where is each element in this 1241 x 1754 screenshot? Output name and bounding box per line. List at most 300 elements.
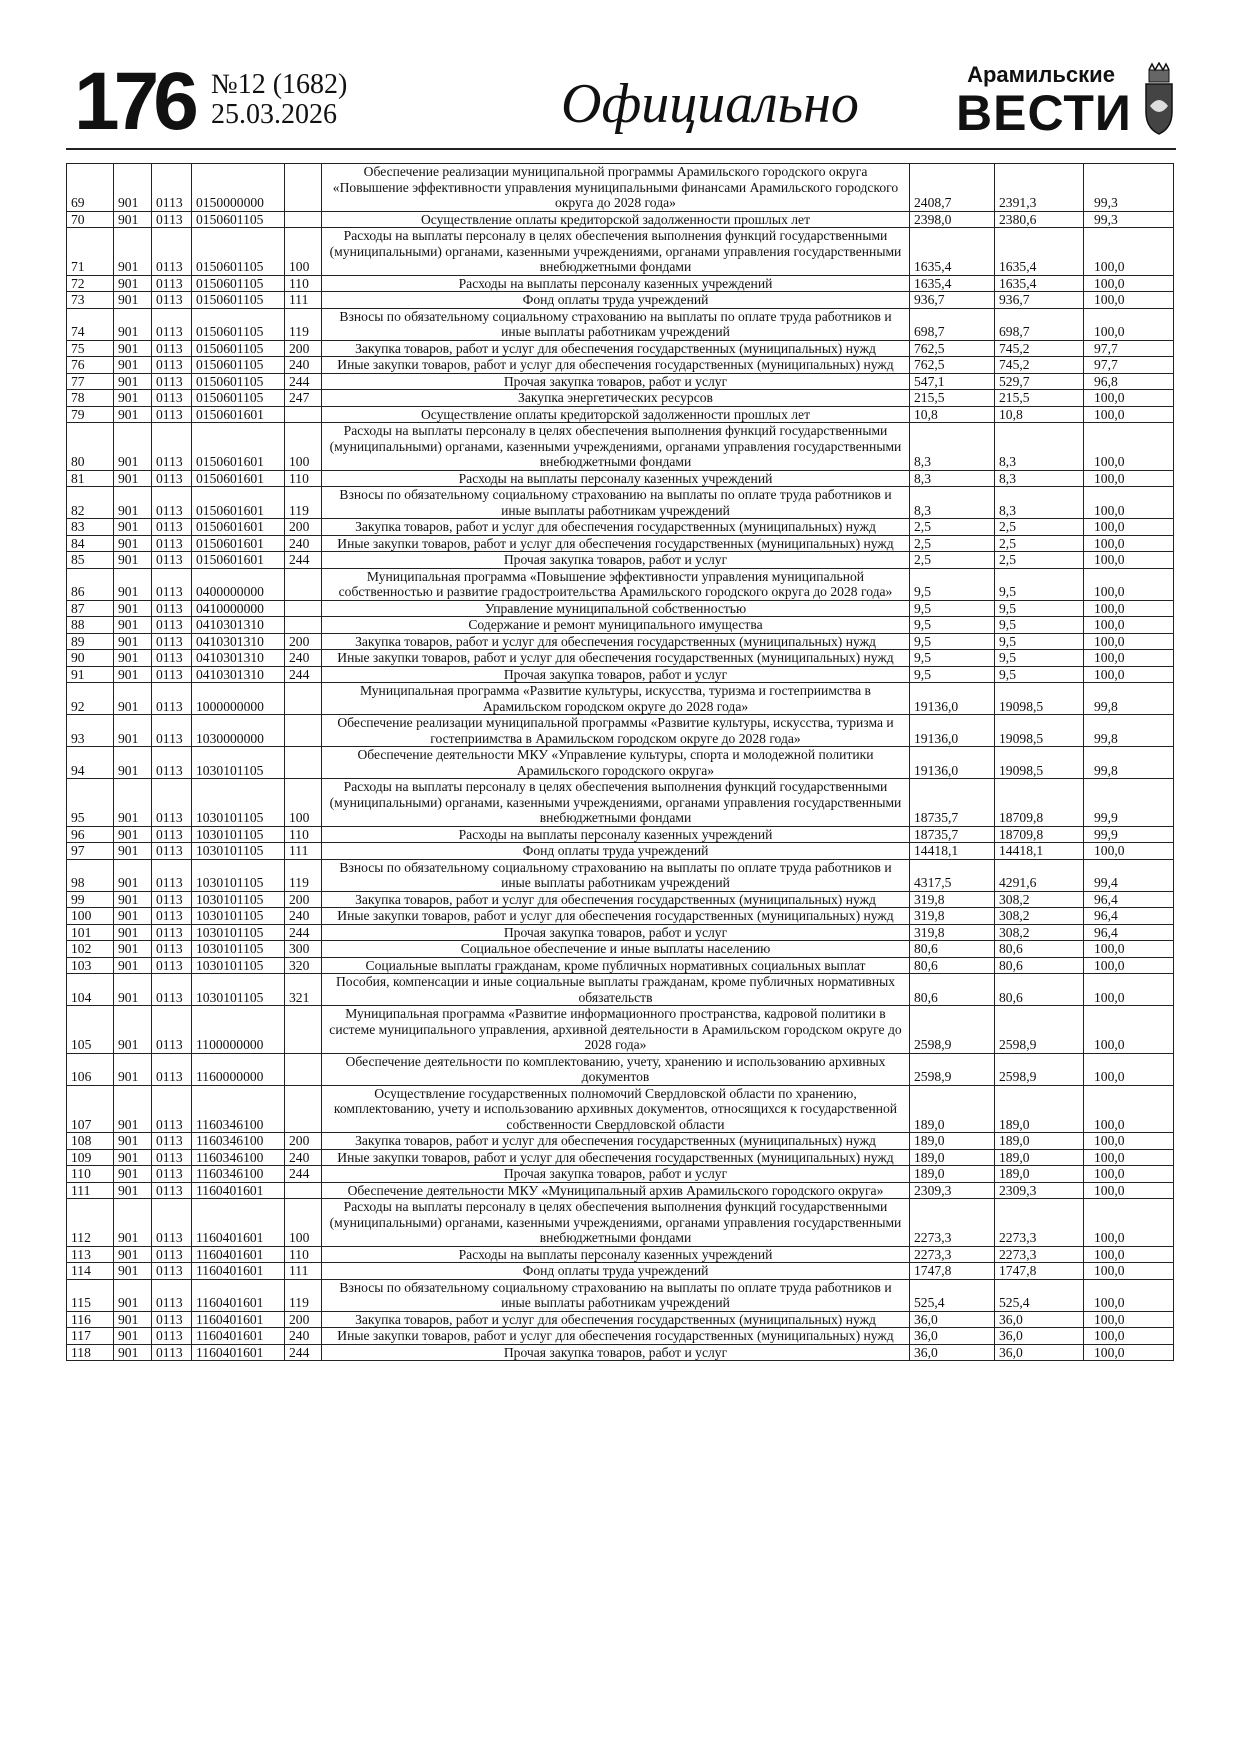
row-number-cell: 111 — [67, 1182, 114, 1199]
table-row — [67, 924, 1174, 941]
ministry-code-cell: 901 — [114, 275, 152, 292]
ministry-code-cell: 901 — [114, 891, 152, 908]
page-number: 176 — [74, 56, 193, 147]
target-article-cell: 1100000000 — [192, 1006, 285, 1054]
percent-cell: 100,0 — [1084, 228, 1174, 276]
actual-amount-cell: 2,5 — [995, 535, 1084, 552]
target-article-cell: 1030101105 — [192, 941, 285, 958]
actual-amount-cell: 189,0 — [995, 1166, 1084, 1183]
row-number-cell: 73 — [67, 292, 114, 309]
table-row — [67, 908, 1174, 925]
ministry-code-cell: 901 — [114, 1246, 152, 1263]
target-article-cell: 1160401601 — [192, 1263, 285, 1280]
description-cell: Иные закупки товаров, работ и услуг для обеспечения государственных (муниципальных) нужд — [322, 1149, 910, 1166]
description-cell: Муниципальная программа «Развитие информационного пространства, кадровой политики в системе муниципального управления, архивной деятельности в Арамильском городском округе до 2028 года» — [322, 1006, 910, 1054]
actual-amount-cell: 2273,3 — [995, 1199, 1084, 1247]
description-cell: Прочая закупка товаров, работ и услуг — [322, 373, 910, 390]
actual-amount-cell: 308,2 — [995, 908, 1084, 925]
percent-cell: 96,4 — [1084, 908, 1174, 925]
target-article-cell: 0150601105 — [192, 228, 285, 276]
row-number-cell: 89 — [67, 633, 114, 650]
table-row — [67, 1263, 1174, 1280]
description-cell: Иные закупки товаров, работ и услуг для обеспечения государственных (муниципальных) нужд — [322, 650, 910, 667]
expense-type-cell: 247 — [285, 390, 322, 407]
percent-cell: 99,3 — [1084, 164, 1174, 212]
description-cell: Осуществление государственных полномочий Свердловской области по хранению, комплектованию, учету и использованию архивных документов, относящихся к государственной собственности Свердловской области — [322, 1085, 910, 1133]
table-row — [67, 340, 1174, 357]
plan-amount-cell: 2,5 — [910, 519, 995, 536]
percent-cell: 99,9 — [1084, 826, 1174, 843]
ministry-code-cell: 901 — [114, 1182, 152, 1199]
section-code-cell: 0113 — [152, 519, 192, 536]
section-code-cell: 0113 — [152, 715, 192, 747]
section-code-cell: 0113 — [152, 941, 192, 958]
row-number-cell: 112 — [67, 1199, 114, 1247]
target-article-cell: 0150601601 — [192, 423, 285, 471]
ministry-code-cell: 901 — [114, 957, 152, 974]
ministry-code-cell: 901 — [114, 487, 152, 519]
target-article-cell: 0410000000 — [192, 600, 285, 617]
target-article-cell: 0400000000 — [192, 568, 285, 600]
table-row — [67, 957, 1174, 974]
plan-amount-cell: 189,0 — [910, 1166, 995, 1183]
plan-amount-cell: 18735,7 — [910, 779, 995, 827]
section-code-cell: 0113 — [152, 1133, 192, 1150]
row-number-cell: 69 — [67, 164, 114, 212]
ministry-code-cell: 901 — [114, 650, 152, 667]
section-code-cell: 0113 — [152, 357, 192, 374]
actual-amount-cell: 19098,5 — [995, 747, 1084, 779]
section-code-cell: 0113 — [152, 779, 192, 827]
table-row — [67, 683, 1174, 715]
row-number-cell: 71 — [67, 228, 114, 276]
percent-cell: 99,3 — [1084, 211, 1174, 228]
expense-type-cell — [285, 617, 322, 634]
table-row — [67, 1344, 1174, 1361]
section-code-cell: 0113 — [152, 1263, 192, 1280]
plan-amount-cell: 80,6 — [910, 957, 995, 974]
ministry-code-cell: 901 — [114, 519, 152, 536]
percent-cell: 100,0 — [1084, 633, 1174, 650]
row-number-cell: 99 — [67, 891, 114, 908]
row-number-cell: 105 — [67, 1006, 114, 1054]
table-row — [67, 552, 1174, 569]
expense-type-cell: 111 — [285, 1263, 322, 1280]
plan-amount-cell: 2598,9 — [910, 1006, 995, 1054]
target-article-cell: 1160401601 — [192, 1279, 285, 1311]
percent-cell: 100,0 — [1084, 275, 1174, 292]
plan-amount-cell: 9,5 — [910, 650, 995, 667]
actual-amount-cell: 2598,9 — [995, 1053, 1084, 1085]
row-number-cell: 102 — [67, 941, 114, 958]
target-article-cell: 0150601105 — [192, 390, 285, 407]
target-article-cell: 1030101105 — [192, 924, 285, 941]
plan-amount-cell: 2598,9 — [910, 1053, 995, 1085]
ministry-code-cell: 901 — [114, 779, 152, 827]
plan-amount-cell: 19136,0 — [910, 747, 995, 779]
expense-type-cell: 200 — [285, 340, 322, 357]
expense-type-cell: 200 — [285, 633, 322, 650]
description-cell: Иные закупки товаров, работ и услуг для обеспечения государственных (муниципальных) нужд — [322, 1328, 910, 1345]
actual-amount-cell: 308,2 — [995, 924, 1084, 941]
plan-amount-cell: 2309,3 — [910, 1182, 995, 1199]
target-article-cell: 0410301310 — [192, 617, 285, 634]
description-cell: Обеспечение реализации муниципальной программы «Развитие культуры, искусства, туризма и гостеприимства в Арамильском городском округе до 2028 года» — [322, 715, 910, 747]
row-number-cell: 118 — [67, 1344, 114, 1361]
percent-cell: 100,0 — [1084, 1279, 1174, 1311]
ministry-code-cell: 901 — [114, 373, 152, 390]
section-code-cell: 0113 — [152, 908, 192, 925]
table-row — [67, 292, 1174, 309]
plan-amount-cell: 14418,1 — [910, 843, 995, 860]
row-number-cell: 110 — [67, 1166, 114, 1183]
row-number-cell: 74 — [67, 308, 114, 340]
actual-amount-cell: 9,5 — [995, 617, 1084, 634]
row-number-cell: 109 — [67, 1149, 114, 1166]
percent-cell: 100,0 — [1084, 535, 1174, 552]
expense-type-cell — [285, 683, 322, 715]
expense-type-cell: 320 — [285, 957, 322, 974]
percent-cell: 100,0 — [1084, 308, 1174, 340]
ministry-code-cell: 901 — [114, 1311, 152, 1328]
expense-type-cell — [285, 1053, 322, 1085]
row-number-cell: 84 — [67, 535, 114, 552]
table-row — [67, 974, 1174, 1006]
percent-cell: 99,8 — [1084, 715, 1174, 747]
actual-amount-cell: 308,2 — [995, 891, 1084, 908]
actual-amount-cell: 1635,4 — [995, 275, 1084, 292]
plan-amount-cell: 19136,0 — [910, 683, 995, 715]
section-code-cell: 0113 — [152, 1311, 192, 1328]
section-code-cell: 0113 — [152, 535, 192, 552]
ministry-code-cell: 901 — [114, 535, 152, 552]
section-code-cell: 0113 — [152, 891, 192, 908]
table-row — [67, 859, 1174, 891]
ministry-code-cell: 901 — [114, 633, 152, 650]
ministry-code-cell: 901 — [114, 164, 152, 212]
section-code-cell: 0113 — [152, 373, 192, 390]
plan-amount-cell: 8,3 — [910, 470, 995, 487]
row-number-cell: 96 — [67, 826, 114, 843]
section-code-cell: 0113 — [152, 1166, 192, 1183]
table-row — [67, 600, 1174, 617]
section-code-cell: 0113 — [152, 843, 192, 860]
plan-amount-cell: 9,5 — [910, 600, 995, 617]
plan-amount-cell: 1635,4 — [910, 228, 995, 276]
plan-amount-cell: 10,8 — [910, 406, 995, 423]
section-code-cell: 0113 — [152, 826, 192, 843]
section-code-cell: 0113 — [152, 228, 192, 276]
actual-amount-cell: 36,0 — [995, 1344, 1084, 1361]
ministry-code-cell: 901 — [114, 1166, 152, 1183]
table-row — [67, 1006, 1174, 1054]
section-code-cell: 0113 — [152, 1182, 192, 1199]
plan-amount-cell: 8,3 — [910, 487, 995, 519]
table-row — [67, 357, 1174, 374]
target-article-cell: 0150601105 — [192, 275, 285, 292]
expense-type-cell — [285, 568, 322, 600]
target-article-cell: 1030000000 — [192, 715, 285, 747]
plan-amount-cell: 215,5 — [910, 390, 995, 407]
percent-cell: 100,0 — [1084, 666, 1174, 683]
table-row — [67, 1166, 1174, 1183]
target-article-cell: 1030101105 — [192, 747, 285, 779]
description-cell: Иные закупки товаров, работ и услуг для обеспечения государственных (муниципальных) нужд — [322, 535, 910, 552]
expense-type-cell: 200 — [285, 1311, 322, 1328]
table-row — [67, 826, 1174, 843]
actual-amount-cell: 4291,6 — [995, 859, 1084, 891]
percent-cell: 96,4 — [1084, 924, 1174, 941]
row-number-cell: 106 — [67, 1053, 114, 1085]
ministry-code-cell: 901 — [114, 1199, 152, 1247]
percent-cell: 97,7 — [1084, 357, 1174, 374]
percent-cell: 100,0 — [1084, 957, 1174, 974]
plan-amount-cell: 319,8 — [910, 924, 995, 941]
row-number-cell: 116 — [67, 1311, 114, 1328]
row-number-cell: 93 — [67, 715, 114, 747]
actual-amount-cell: 8,3 — [995, 470, 1084, 487]
description-cell: Закупка энергетических ресурсов — [322, 390, 910, 407]
expense-type-cell: 244 — [285, 924, 322, 941]
table-row — [67, 470, 1174, 487]
actual-amount-cell: 19098,5 — [995, 683, 1084, 715]
actual-amount-cell: 2,5 — [995, 552, 1084, 569]
expense-type-cell: 321 — [285, 974, 322, 1006]
actual-amount-cell: 18709,8 — [995, 779, 1084, 827]
plan-amount-cell: 547,1 — [910, 373, 995, 390]
table-row — [67, 1311, 1174, 1328]
plan-amount-cell: 2408,7 — [910, 164, 995, 212]
row-number-cell: 70 — [67, 211, 114, 228]
ministry-code-cell: 901 — [114, 843, 152, 860]
row-number-cell: 85 — [67, 552, 114, 569]
percent-cell: 100,0 — [1084, 1328, 1174, 1345]
expense-type-cell — [285, 715, 322, 747]
plan-amount-cell: 36,0 — [910, 1344, 995, 1361]
plan-amount-cell: 9,5 — [910, 617, 995, 634]
section-code-cell: 0113 — [152, 164, 192, 212]
newspaper-logo — [956, 62, 1132, 141]
plan-amount-cell: 525,4 — [910, 1279, 995, 1311]
expense-type-cell: 244 — [285, 373, 322, 390]
target-article-cell: 1160401601 — [192, 1311, 285, 1328]
section-code-cell: 0113 — [152, 1344, 192, 1361]
expense-type-cell: 111 — [285, 292, 322, 309]
target-article-cell: 1160401601 — [192, 1199, 285, 1247]
row-number-cell: 114 — [67, 1263, 114, 1280]
percent-cell: 100,0 — [1084, 843, 1174, 860]
actual-amount-cell: 14418,1 — [995, 843, 1084, 860]
expense-type-cell — [285, 1182, 322, 1199]
table-row — [67, 228, 1174, 276]
section-code-cell: 0113 — [152, 650, 192, 667]
table-row — [67, 390, 1174, 407]
page-header — [66, 56, 1176, 150]
actual-amount-cell: 9,5 — [995, 568, 1084, 600]
plan-amount-cell: 2398,0 — [910, 211, 995, 228]
ministry-code-cell: 901 — [114, 1344, 152, 1361]
section-code-cell: 0113 — [152, 552, 192, 569]
expense-type-cell — [285, 600, 322, 617]
percent-cell: 100,0 — [1084, 1263, 1174, 1280]
expense-type-cell: 100 — [285, 228, 322, 276]
percent-cell: 100,0 — [1084, 1149, 1174, 1166]
plan-amount-cell: 4317,5 — [910, 859, 995, 891]
target-article-cell: 1000000000 — [192, 683, 285, 715]
description-cell: Прочая закупка товаров, работ и услуг — [322, 552, 910, 569]
percent-cell: 99,8 — [1084, 747, 1174, 779]
section-code-cell: 0113 — [152, 340, 192, 357]
description-cell: Прочая закупка товаров, работ и услуг — [322, 666, 910, 683]
table-row — [67, 1149, 1174, 1166]
ministry-code-cell: 901 — [114, 1085, 152, 1133]
target-article-cell: 1160000000 — [192, 1053, 285, 1085]
ministry-code-cell: 901 — [114, 908, 152, 925]
section-code-cell: 0113 — [152, 633, 192, 650]
target-article-cell: 1030101105 — [192, 957, 285, 974]
logo-line2: ВЕСТИ — [956, 85, 1132, 141]
actual-amount-cell: 2380,6 — [995, 211, 1084, 228]
ministry-code-cell: 901 — [114, 1006, 152, 1054]
row-number-cell: 76 — [67, 357, 114, 374]
row-number-cell: 107 — [67, 1085, 114, 1133]
section-code-cell: 0113 — [152, 924, 192, 941]
section-code-cell: 0113 — [152, 974, 192, 1006]
plan-amount-cell: 9,5 — [910, 568, 995, 600]
row-number-cell: 97 — [67, 843, 114, 860]
description-cell: Управление муниципальной собственностью — [322, 600, 910, 617]
row-number-cell: 113 — [67, 1246, 114, 1263]
description-cell: Прочая закупка товаров, работ и услуг — [322, 924, 910, 941]
section-code-cell: 0113 — [152, 683, 192, 715]
expense-type-cell: 119 — [285, 859, 322, 891]
issue-info — [211, 70, 347, 130]
section-code-cell: 0113 — [152, 470, 192, 487]
target-article-cell: 0150601105 — [192, 211, 285, 228]
ministry-code-cell: 901 — [114, 308, 152, 340]
description-cell: Закупка товаров, работ и услуг для обеспечения государственных (муниципальных) нужд — [322, 519, 910, 536]
table-row — [67, 666, 1174, 683]
ministry-code-cell: 901 — [114, 390, 152, 407]
table-row — [67, 1053, 1174, 1085]
expense-type-cell: 119 — [285, 487, 322, 519]
actual-amount-cell: 80,6 — [995, 974, 1084, 1006]
description-cell: Закупка товаров, работ и услуг для обеспечения государственных (муниципальных) нужд — [322, 340, 910, 357]
percent-cell: 100,0 — [1084, 1166, 1174, 1183]
row-number-cell: 86 — [67, 568, 114, 600]
section-code-cell: 0113 — [152, 1199, 192, 1247]
percent-cell: 100,0 — [1084, 423, 1174, 471]
actual-amount-cell: 8,3 — [995, 423, 1084, 471]
percent-cell: 100,0 — [1084, 1182, 1174, 1199]
ministry-code-cell: 901 — [114, 423, 152, 471]
expense-type-cell: 110 — [285, 1246, 322, 1263]
ministry-code-cell: 901 — [114, 1279, 152, 1311]
ministry-code-cell: 901 — [114, 1263, 152, 1280]
expense-type-cell: 244 — [285, 1166, 322, 1183]
issue-number: №12 (1682) — [211, 69, 348, 100]
actual-amount-cell: 8,3 — [995, 487, 1084, 519]
expense-type-cell: 111 — [285, 843, 322, 860]
description-cell: Закупка товаров, работ и услуг для обеспечения государственных (муниципальных) нужд — [322, 891, 910, 908]
percent-cell: 100,0 — [1084, 1344, 1174, 1361]
plan-amount-cell: 8,3 — [910, 423, 995, 471]
percent-cell: 100,0 — [1084, 1199, 1174, 1247]
expense-type-cell: 240 — [285, 357, 322, 374]
row-number-cell: 77 — [67, 373, 114, 390]
section-code-cell: 0113 — [152, 487, 192, 519]
expense-type-cell: 240 — [285, 1328, 322, 1345]
table-row — [67, 1133, 1174, 1150]
actual-amount-cell: 2309,3 — [995, 1182, 1084, 1199]
table-row — [67, 373, 1174, 390]
description-cell: Взносы по обязательному социальному страхованию на выплаты по оплате труда работников и иные выплаты работникам учреждений — [322, 487, 910, 519]
target-article-cell: 0410301310 — [192, 650, 285, 667]
ministry-code-cell: 901 — [114, 826, 152, 843]
plan-amount-cell: 36,0 — [910, 1328, 995, 1345]
ministry-code-cell: 901 — [114, 715, 152, 747]
percent-cell: 100,0 — [1084, 292, 1174, 309]
percent-cell: 96,4 — [1084, 891, 1174, 908]
actual-amount-cell: 2273,3 — [995, 1246, 1084, 1263]
percent-cell: 100,0 — [1084, 617, 1174, 634]
ministry-code-cell: 901 — [114, 211, 152, 228]
row-number-cell: 81 — [67, 470, 114, 487]
actual-amount-cell: 80,6 — [995, 941, 1084, 958]
target-article-cell: 0150601601 — [192, 535, 285, 552]
row-number-cell: 80 — [67, 423, 114, 471]
table-row — [67, 617, 1174, 634]
plan-amount-cell: 18735,7 — [910, 826, 995, 843]
section-code-cell: 0113 — [152, 292, 192, 309]
description-cell: Муниципальная программа «Повышение эффективности управления муниципальной собственностью и развитие градостроительства Арамильского городского округа до 2028 года» — [322, 568, 910, 600]
description-cell: Обеспечение деятельности МКУ «Управление культуры, спорта и молодежной политики Арамильского городского округа» — [322, 747, 910, 779]
plan-amount-cell: 2,5 — [910, 552, 995, 569]
actual-amount-cell: 189,0 — [995, 1149, 1084, 1166]
plan-amount-cell: 2273,3 — [910, 1246, 995, 1263]
table-row — [67, 535, 1174, 552]
percent-cell: 100,0 — [1084, 487, 1174, 519]
section-code-cell: 0113 — [152, 600, 192, 617]
ministry-code-cell: 901 — [114, 1053, 152, 1085]
actual-amount-cell: 9,5 — [995, 600, 1084, 617]
description-cell: Пособия, компенсации и иные социальные выплаты гражданам, кроме публичных нормативных обязательств — [322, 974, 910, 1006]
description-cell: Осуществление оплаты кредиторской задолженности прошлых лет — [322, 211, 910, 228]
actual-amount-cell: 525,4 — [995, 1279, 1084, 1311]
target-article-cell: 0150601601 — [192, 406, 285, 423]
section-code-cell: 0113 — [152, 211, 192, 228]
expense-type-cell: 244 — [285, 552, 322, 569]
actual-amount-cell: 36,0 — [995, 1328, 1084, 1345]
table-row — [67, 1328, 1174, 1345]
target-article-cell: 0150601601 — [192, 470, 285, 487]
actual-amount-cell: 215,5 — [995, 390, 1084, 407]
plan-amount-cell: 762,5 — [910, 340, 995, 357]
description-cell: Социальные выплаты гражданам, кроме публичных нормативных социальных выплат — [322, 957, 910, 974]
table-row — [67, 164, 1174, 212]
expense-type-cell: 300 — [285, 941, 322, 958]
plan-amount-cell: 9,5 — [910, 633, 995, 650]
ministry-code-cell: 901 — [114, 568, 152, 600]
section-code-cell: 0113 — [152, 308, 192, 340]
ministry-code-cell: 901 — [114, 859, 152, 891]
actual-amount-cell: 2598,9 — [995, 1006, 1084, 1054]
percent-cell: 100,0 — [1084, 1006, 1174, 1054]
row-number-cell: 98 — [67, 859, 114, 891]
percent-cell: 100,0 — [1084, 1133, 1174, 1150]
description-cell: Закупка товаров, работ и услуг для обеспечения государственных (муниципальных) нужд — [322, 1133, 910, 1150]
description-cell: Обеспечение деятельности по комплектованию, учету, хранению и использованию архивных документов — [322, 1053, 910, 1085]
